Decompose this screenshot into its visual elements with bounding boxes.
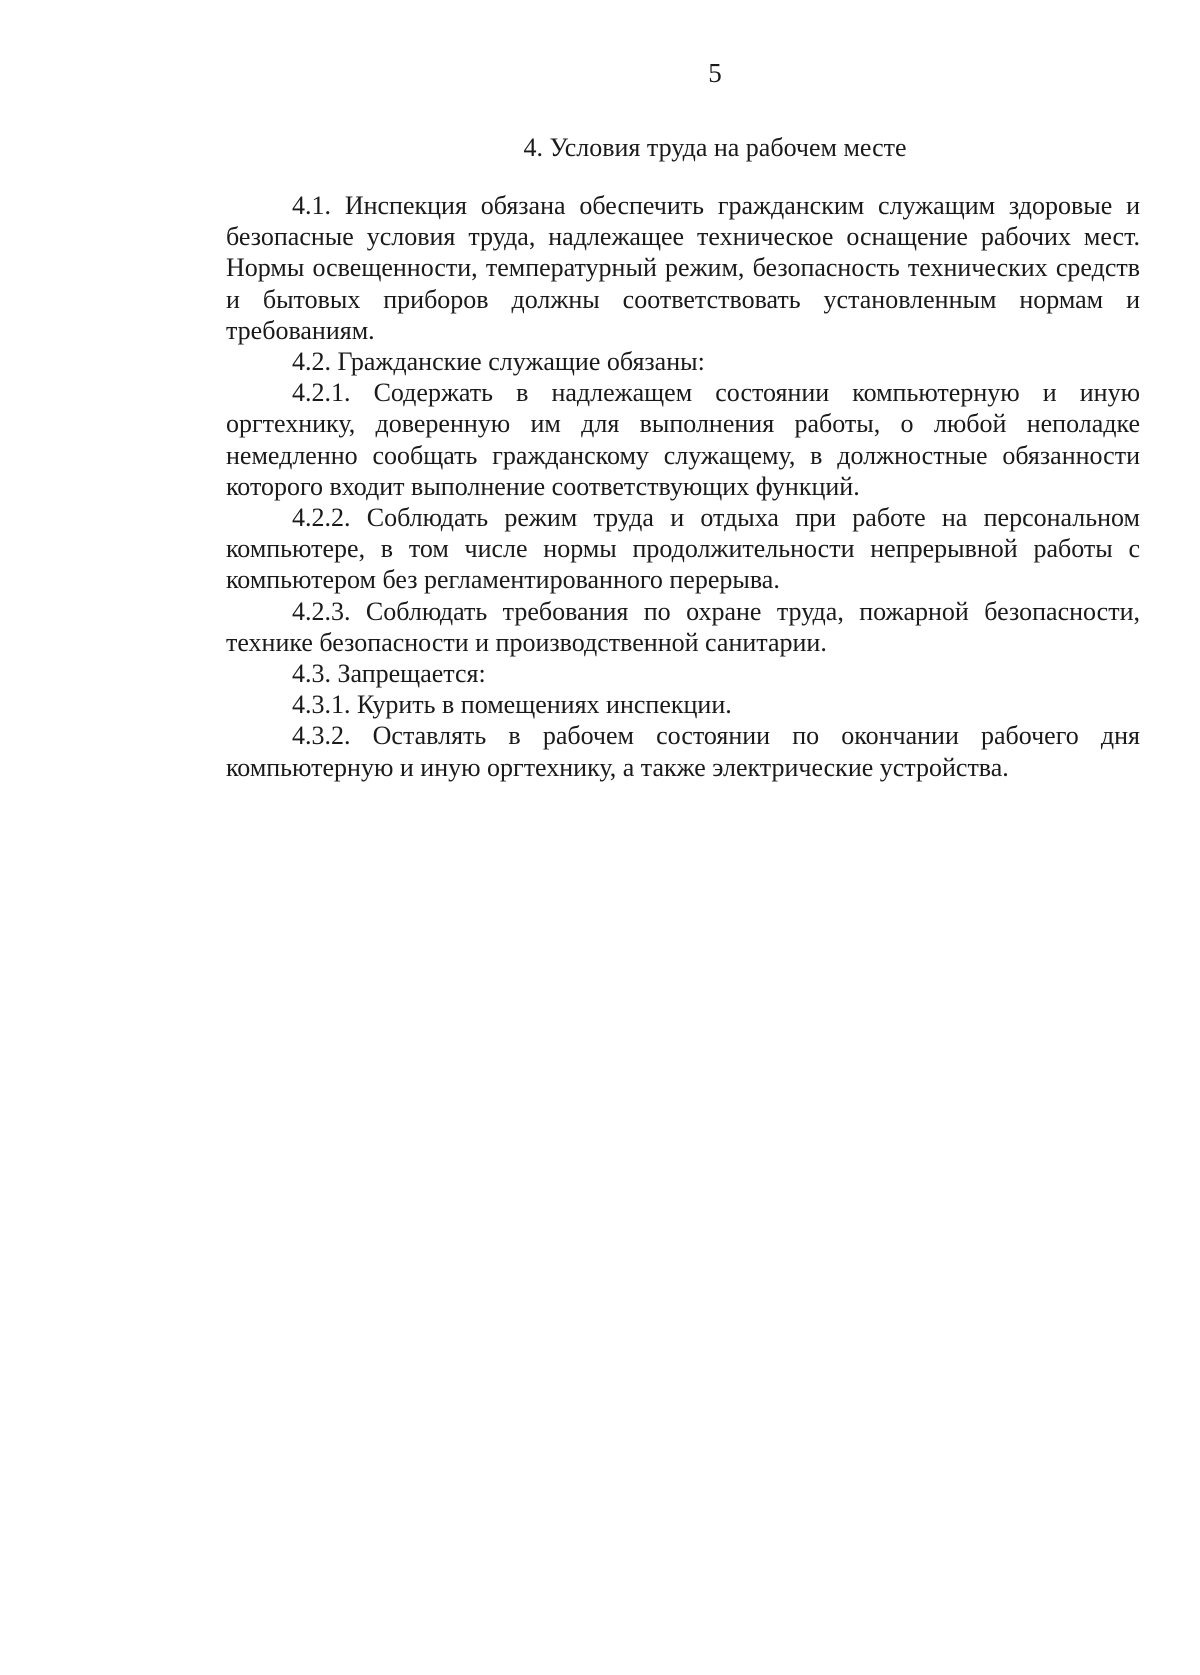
section-title: 4. Условия труда на рабочем месте	[523, 133, 907, 162]
paragraph-4-2: 4.2. Гражданские служащие обязаны:	[292, 347, 705, 377]
paragraph-4-3-2: 4.3.2. Оставлять в рабочем состоянии по окончании рабочего дня компьютерную и иную оргтехнику, а также электрические устройства.	[226, 721, 1140, 782]
page-number: 5	[708, 58, 722, 88]
paragraph-4-1: 4.1. Инспекция обязана обеспечить гражданским служащим здоровые и безопасные условия труда, надлежащее техническое оснащение рабочих мест. Нормы освещенности, температурный режим, безопасность технических средств и бытовых приборов должны соответствовать установленным нормам и требованиям.	[226, 191, 1140, 345]
paragraph-4-2-2: 4.2.2. Соблюдать режим труда и отдыха при работе на персональном компьютере, в том числе нормы продолжительности непрерывной работы с компьютером без регламентированного перерыва.	[226, 503, 1140, 595]
section-body	[226, 190, 1140, 783]
paragraph-4-2-1: 4.2.1. Содержать в надлежащем состоянии компьютерную и иную оргтехнику, доверенную им для выполнения работы, о любой неполадке немедленно сообщать гражданскому служащему, в должностные обязанности которого входит выполнение соответствующих функций.	[226, 378, 1140, 501]
paragraph-4-3-1: 4.3.1. Курить в помещениях инспекции.	[292, 690, 732, 720]
paragraph-4-2-3: 4.2.3. Соблюдать требования по охране труда, пожарной безопасности, технике безопасности и производственной санитарии.	[226, 596, 1140, 657]
paragraph-4-3: 4.3. Запрещается:	[292, 659, 486, 689]
